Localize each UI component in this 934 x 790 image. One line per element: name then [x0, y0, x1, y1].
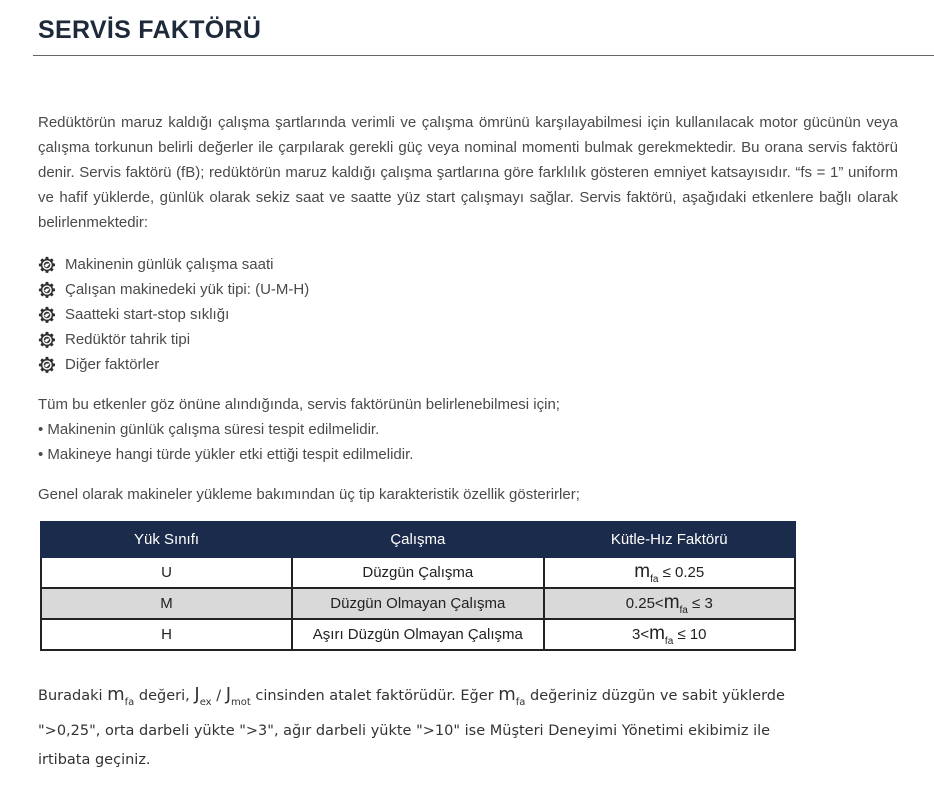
j-subscript-ex: ex: [199, 697, 212, 708]
closing-text: cinsinden atalet faktörüdür. Eğer: [255, 688, 494, 704]
gear-icon: [38, 281, 56, 299]
list-item: [38, 352, 309, 377]
m-symbol: m: [649, 622, 665, 644]
header-mass-speed-factor: Kütle-Hız Faktörü: [544, 522, 795, 557]
m-subscript: fa: [515, 697, 526, 708]
general-paragraph: Genel olarak makineler yükleme bakımından üç tip karakteristik özellik gösterirler;: [38, 486, 580, 503]
m-subscript: fa: [679, 604, 688, 616]
header-load-class: Yük Sınıfı: [41, 522, 292, 557]
factor-suffix: ≤ 10: [677, 625, 707, 643]
j-subscript-mot: mot: [231, 697, 251, 708]
cell-operation: Düzgün Olmayan Çalışma: [292, 588, 543, 619]
cell-factor: [544, 557, 795, 588]
m-subscript: fa: [650, 573, 659, 585]
m-symbol: m: [663, 591, 680, 613]
cell-operation: Düzgün Çalışma: [292, 557, 543, 588]
requirement-item: • Makinenin günlük çalışma süresi tespit edilmelidir.: [38, 421, 380, 438]
cell-load-class: U: [41, 557, 292, 588]
intro-paragraph: Redüktörün maruz kaldığı çalışma şartlarında verimli ve çalışma ömrünü karşılayabilmesi için kullanılacak motor gücünün veya çalışma torkunun belirli değerler ile çarpılarak gerekli güç veya nominal momenti bulmak gerekmektedir. Bu orana servis faktörü denir. Servis faktörü (fB); redüktörün maruz kaldığı çalışma şartlarına göre farklılık gösteren emniyet katsayısıdır. “fs = 1” uniform ve hafif yüklerde, günlük olarak sekiz saat ve saatte yüz start çalışmayı sağlar. Servis faktörü, aşağıdaki etkenlere bağlı olarak belirlenmektedir:: [38, 114, 898, 231]
load-class-table: [40, 521, 796, 651]
m-symbol: m: [634, 560, 651, 582]
factor-prefix: 0.25<: [625, 594, 664, 612]
list-item: [38, 327, 309, 352]
factor-label: Diğer faktörler: [65, 356, 160, 373]
list-item: [38, 252, 309, 277]
table-row: [41, 588, 795, 619]
cell-load-class: H: [41, 619, 292, 650]
cell-factor: [544, 619, 795, 650]
j-symbol: J: [194, 684, 200, 705]
closing-text: değeri,: [138, 688, 190, 704]
slash: /: [216, 688, 222, 704]
cell-load-class: M: [41, 588, 292, 619]
factor-suffix: ≤ 0.25: [662, 563, 705, 581]
gear-icon: [38, 356, 56, 374]
factor-prefix: 3<: [631, 625, 650, 643]
gear-icon: [38, 331, 56, 349]
table-header-row: [41, 522, 795, 557]
closing-paragraph: [38, 680, 798, 775]
requirements-intro: Tüm bu etkenler göz önüne alındığında, servis faktörünün belirlenebilmesi için;: [38, 396, 560, 413]
factor-list: [38, 252, 309, 377]
closing-text: Buradaki: [38, 688, 103, 704]
requirement-item: • Makineye hangi türde yükler etki ettiği tespit edilmelidir.: [38, 446, 414, 463]
m-subscript: fa: [124, 697, 135, 708]
m-symbol: m: [107, 684, 125, 705]
m-subscript: fa: [664, 635, 674, 647]
requirements-block: [38, 392, 560, 467]
cell-operation: Aşırı Düzgün Olmayan Çalışma: [292, 619, 543, 650]
j-symbol: J: [225, 684, 232, 705]
list-item: [38, 277, 309, 302]
cell-factor: [544, 588, 795, 619]
closing-text: değeriniz düzgün ve sabit yüklerde ">0,25", orta darbeli yükte ">3", ağır darbeli yükte ">10" ise Müşteri Deneyimi Yönetimi ekibimiz ile irtibata geçiniz.: [38, 688, 785, 768]
factor-label: Saatteki start-stop sıklığı: [65, 306, 230, 323]
factor-suffix: ≤ 3: [692, 594, 713, 612]
gear-icon: [38, 306, 56, 324]
factor-label: Makinenin günlük çalışma saati: [65, 256, 274, 273]
list-item: [38, 302, 309, 327]
title-divider: [33, 55, 934, 56]
page-title: SERVİS FAKTÖRÜ: [38, 16, 262, 44]
m-symbol: m: [498, 684, 516, 705]
header-operation: Çalışma: [292, 522, 543, 557]
factor-label: Çalışan makinedeki yük tipi: (U-M-H): [65, 281, 310, 298]
table-row: [41, 619, 795, 650]
gear-icon: [38, 256, 56, 274]
factor-label: Redüktör tahrik tipi: [65, 331, 191, 348]
table-row: [41, 557, 795, 588]
